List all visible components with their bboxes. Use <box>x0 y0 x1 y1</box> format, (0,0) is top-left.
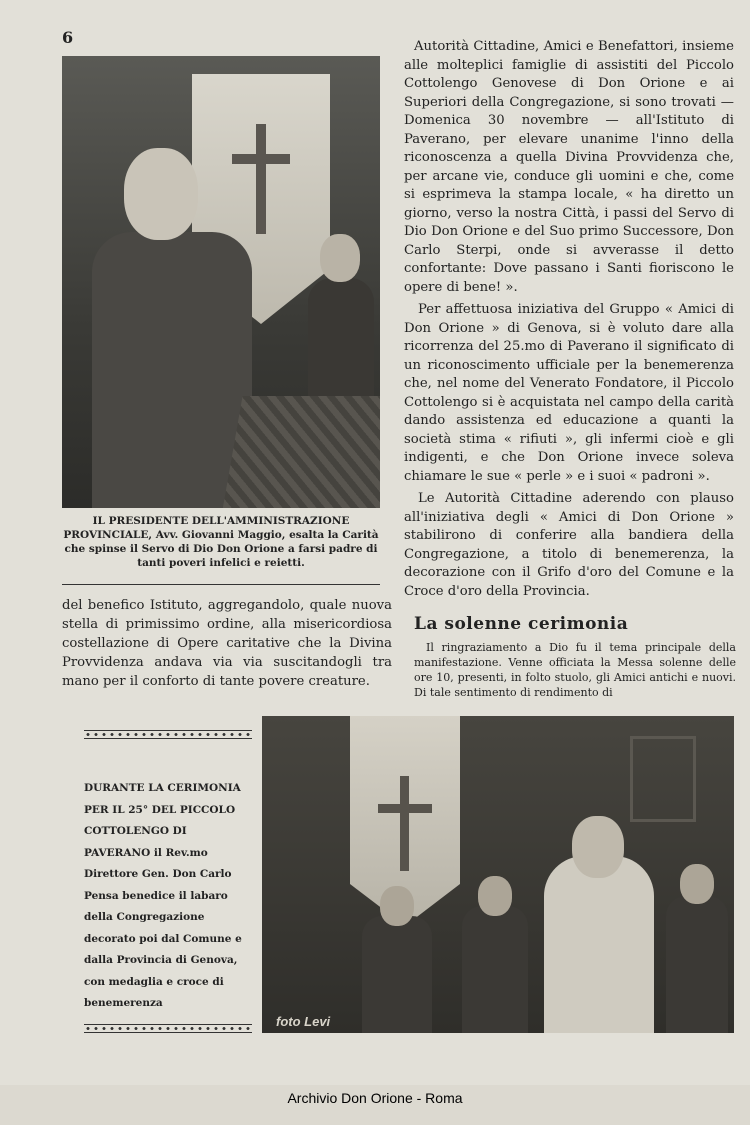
person-face <box>478 876 512 916</box>
president-speech-photo <box>62 56 380 508</box>
president-figure <box>92 232 252 508</box>
priest-head <box>572 816 624 878</box>
caption-divider <box>62 584 380 585</box>
girl-head <box>320 234 360 282</box>
person-figure <box>462 906 528 1033</box>
section-text: Il ringraziamento a Dio fu il tema principale della manifestazione. Venne officiata la Messa solenne delle ore 10, presenti, in folto stuolo, gli Amici antichi e nuovi. Di tale sentimento di rendimento di <box>414 641 736 699</box>
article-paragraph: Per affettuosa iniziativa del Gruppo « Amici di Don Orione » di Genova, si è voluto dare alla ricorrenza del 25.mo di Paverano il significato di un riconoscimento ufficiale per la benemerenza che, nel nome del Venerato Fondatore, il Piccolo Cottolengo si è acquistata nel campo della carità dando assistenza ed educazione a quanti la società stima « rifiuti », gli infermi cioè e gli indigenti, e che Don Orione invece soleva chiamare le sue « perle » e i suoi « padroni ». <box>404 302 734 484</box>
bottom-photo-caption: DURANTE LA CERIMONIA PER IL 25° DEL PICCOLO COTTOLENGO DI PAVERANO il Rev.mo Direttore Gen. Don Carlo Pensa benedice il labaro della Congregazione decorato poi dal Comune e dalla Provincia di Genova, con medaglia e croce di benemerenza <box>84 782 242 1009</box>
top-photo-caption: IL PRESIDENTE DELL'AMMINISTRAZIONE PROVINCIALE, Avv. Giovanni Maggio, esalta la Carità che spinse il Servo di Dio Don Orione a farsi padre di tanti poveri infelici e reietti. <box>63 515 379 569</box>
article-paragraph: Autorità Cittadine, Amici e Benefattori, insieme alle molteplici famiglie di assistiti del Piccolo Cottolengo Genovese di Don Orione e ai Superiori della Congregazione, si sono trovati — Domenica 30 novembre — all'Istituto di Paverano, per elevare unanime l'inno della riconoscenza a quella Divina Provvidenza che, per arcane vie, conduce gli uomini e che, come si esprimeva la stampa locale, « ha diretto un giorno, verso la nostra Città, i passi del Servo di Dio Don Orione e del Suo primo Successore, Don Carlo Sterpi, onde si avverasse il detto confortante: Dove passano i Santi fioriscono le opere di bene! ». <box>404 39 734 295</box>
left-column-continuation: del benefico Istituto, aggregandolo, quale nuova stella di primissimo ordine, alla misericordiosa costellazione di Opere caritative che la Divina Provvidenza andava via via suscitandogli tra mano per il conforto di tante povere creature. <box>62 598 392 689</box>
person-face <box>680 864 714 904</box>
ornamental-rule-top <box>84 730 252 739</box>
table-cloth <box>221 396 380 508</box>
photo-credit: foto Levi <box>276 1014 331 1029</box>
page-number: 6 <box>62 28 74 47</box>
article-paragraph: Le Autorità Cittadine aderendo con plauso all'iniziativa degli « Amici di Don Orione » stabilirono di conferire alla bandiera della Congregazione, a titolo di benemerenza, la decorazione con il Grifo d'oro del Comune e la Croce d'oro della Provincia. <box>404 491 734 599</box>
article-body-right <box>404 38 734 605</box>
person-figure <box>362 916 432 1033</box>
ornamental-rule-bottom <box>84 1024 252 1033</box>
person-face <box>380 886 414 926</box>
section-heading: La solenne cerimonia <box>414 614 629 634</box>
archive-footer: Archivio Don Orione - Roma <box>287 1090 463 1106</box>
person-figure <box>666 896 728 1033</box>
president-head <box>124 148 198 240</box>
window-frame <box>630 736 696 822</box>
priest-figure <box>544 856 654 1033</box>
ceremony-photo <box>262 716 734 1033</box>
